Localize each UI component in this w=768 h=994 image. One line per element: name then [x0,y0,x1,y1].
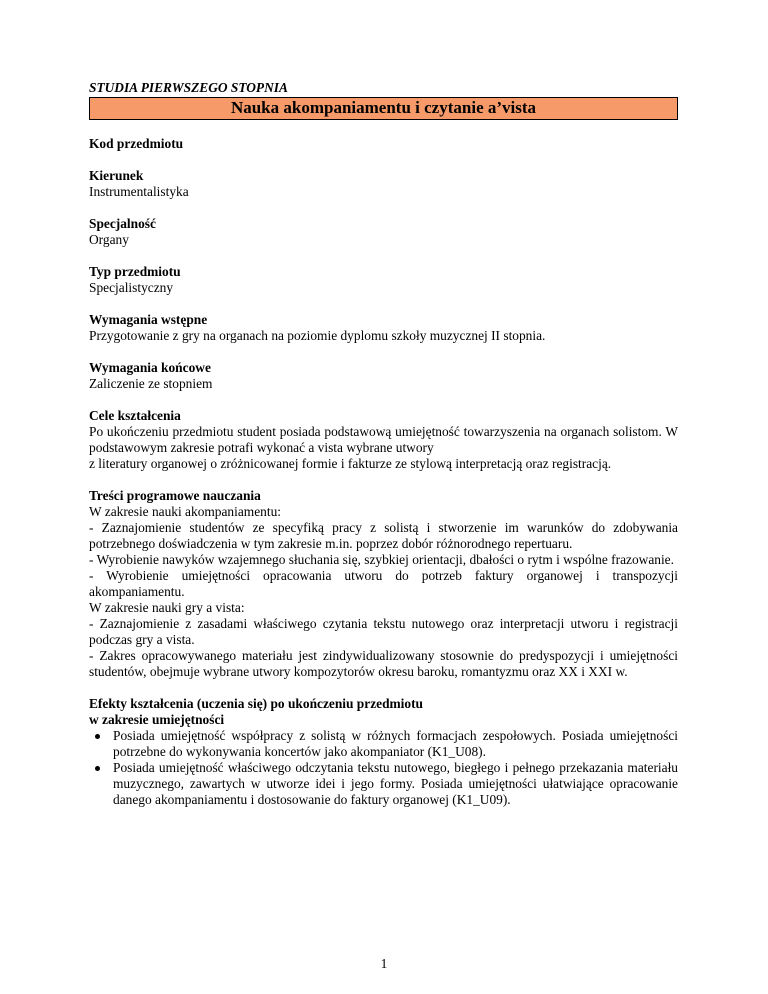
content-line: - Zaznajomienie z zasadami właściwego czytania tekstu nutowego oraz interpretacji utworu i registracji podczas gry a vista. [89,616,678,647]
section-learning-outcomes [89,696,678,808]
field-value: Instrumentalistyka [89,184,189,199]
goals-text-continued: z literatury organowej o zróżnicowanej formie i fakturze ze stylową interpretacją oraz registracją. [89,456,612,471]
goals-label: Cele kształcenia [89,408,181,423]
page-number: 1 [380,956,388,971]
field-final-requirements [89,360,678,392]
field-value: Przygotowanie z gry na organach na poziomie dyplomu szkoły muzycznej II stopnia. [89,328,546,343]
study-level-heading: STUDIA PIERWSZEGO STOPNIA [89,80,288,95]
field-specialty [89,216,678,248]
field-label: Kierunek [89,168,144,183]
field-value: Specjalistyczny [89,280,174,295]
section-program-content [89,488,678,680]
outcomes-label: Efekty kształcenia (uczenia się) po ukończeniu przedmiotu [89,696,424,711]
field-value: Zaliczenie ze stopniem [89,376,213,391]
content-line: W zakresie nauki akompaniamentu: [89,504,281,519]
field-value: Organy [89,232,129,247]
list-item [89,728,678,760]
content-line: - Wyrobienie umiejętności opracowania utworu do potrzeb faktury organowej i transpozycji akompaniamentu. [89,568,678,599]
bullet-icon [95,734,100,739]
field-course-type [89,264,678,296]
list-item [89,760,678,808]
content-label: Treści programowe nauczania [89,488,261,503]
field-course-code [89,136,678,152]
section-goals [89,408,678,472]
list-item-text: Posiada umiejętność współpracy z solistą w różnych formacjach zespołowych. Posiada umiejętności potrzebne do wykonywania koncertów jako akompaniator (K1_U08). [113,728,678,759]
outcomes-list [89,728,678,808]
content-line: - Zaznajomienie studentów ze specyfiką pracy z solistą i stworzenie im warunków do zdobywania potrzebnego doświadczenia w tym zakresie m.in. poprzez dobór różnorodnego repertuaru. [89,520,678,551]
field-label: Kod przedmiotu [89,136,184,151]
field-label: Specjalność [89,216,156,231]
bullet-icon [95,766,100,771]
list-item-text: Posiada umiejętność właściwego odczytania tekstu nutowego, biegłego i pełnego przekazania materiału muzycznego, zawartych w utworze idei i jego formy. Posiada umiejętności ułatwiające opracowanie danego akompaniamentu i dostosowanie do faktury organowej (K1_U09). [113,760,678,807]
document-page [89,80,678,808]
content-line: W zakresie nauki gry a vista: [89,600,245,615]
goals-text: Po ukończeniu przedmiotu student posiada podstawową umiejętność towarzyszenia na organach solistom. W podstawowym zakresie potrafi wykonać a vista wybrane utwory [89,424,678,455]
course-title: Nauka akompaniamentu i czytanie a’vista [89,97,678,120]
content-line: - Wyrobienie nawyków wzajemnego słuchania się, szybkiej orientacji, dbałości o rytm i wspólne frazowanie. [89,552,674,567]
field-prerequisites [89,312,678,344]
field-label: Wymagania wstępne [89,312,208,327]
field-label: Wymagania końcowe [89,360,211,375]
field-direction [89,168,678,200]
content-line: - Zakres opracowywanego materiału jest zindywidualizowany stosownie do predyspozycji i umiejętności studentów, obejmuje wybrane utwory kompozytorów okresu baroku, romantyzmu oraz XX i XXI w. [89,648,678,679]
field-label: Typ przedmiotu [89,264,181,279]
outcomes-sublabel: w zakresie umiejętności [89,712,225,727]
